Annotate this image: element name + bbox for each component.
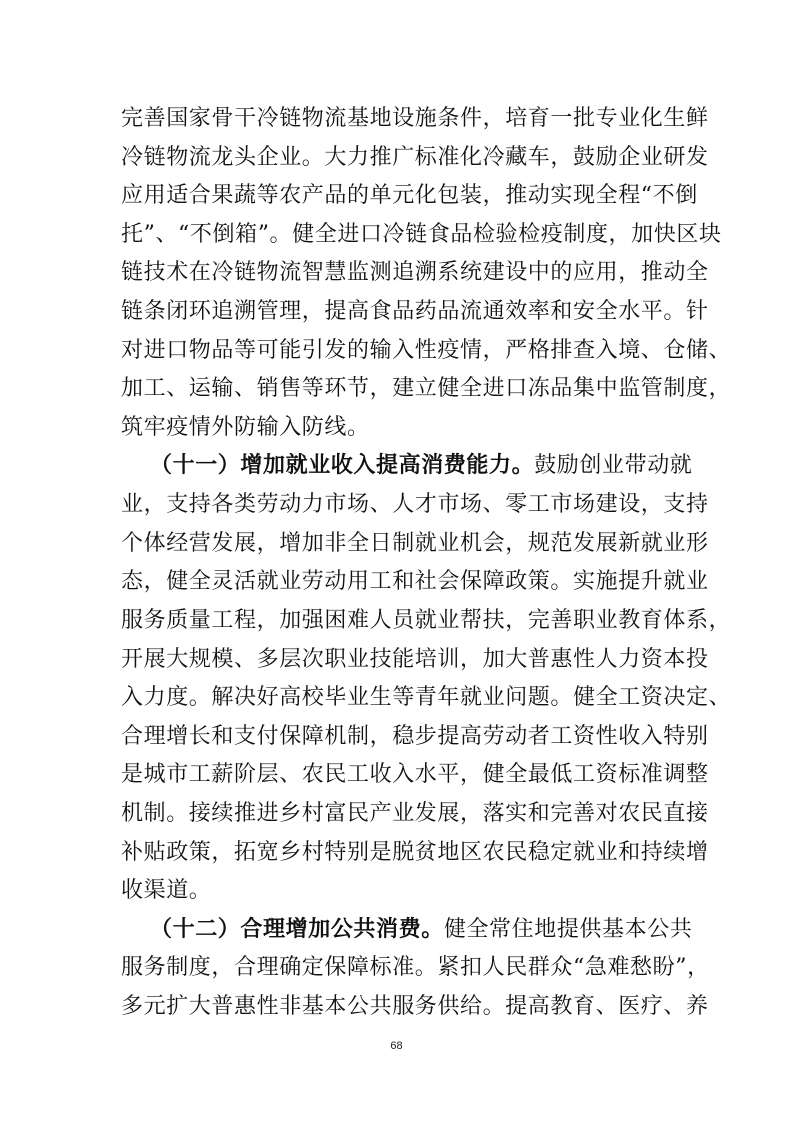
- section-12-first-line: [150, 908, 693, 952]
- paragraph-line: 冷链物流龙头企业。大力推广标准化冷藏车，鼓励企业研发: [121, 144, 709, 170]
- paragraph-line: 开展大规模、多层次职业技能培训，加大普惠性人力资本投: [121, 646, 709, 672]
- paragraph-line: 服务制度，合理确定保障标准。紧扣人民群众“急难愁盼”，: [121, 955, 710, 981]
- paragraph-line: 加工、运输、销售等环节，建立健全进口冻品集中监管制度，: [121, 376, 732, 402]
- paragraph-line: 是城市工薪阶层、农民工收入水平，健全最低工资标准调整: [121, 762, 709, 788]
- paragraph-line: 应用适合果蔬等农产品的单元化包装，推动实现全程“不倒: [121, 183, 698, 209]
- paragraph-line: 链技术在冷链物流智慧监测追溯系统建设中的应用，推动全: [121, 260, 709, 286]
- paragraph-line: 筑牢疫情外防输入防线。: [121, 414, 370, 440]
- section-12-first-line-text: 健全常住地提供基本公共: [443, 916, 693, 942]
- paragraph-line: 收渠道。: [121, 878, 212, 904]
- paragraph-line: 业，支持各类劳动力市场、人才市场、零工市场建设，支持: [121, 492, 709, 518]
- paragraph-line: 合理增长和支付保障机制，稳步提高劳动者工资性收入特别: [121, 723, 709, 749]
- paragraph-line: 对进口物品等可能引发的输入性疫情，严格排查入境、仓储、: [121, 337, 732, 363]
- paragraph-line: 托”、“不倒箱”。健全进口冷链食品检验检疫制度，加快区块: [121, 221, 722, 247]
- section-11-heading: （十一）增加就业收入提高消费能力。: [150, 453, 535, 479]
- section-11-first-line: [150, 444, 693, 488]
- section-12-heading: （十二）合理增加公共消费。: [150, 916, 444, 942]
- paragraph-line: 多元扩大普惠性非基本公共服务供给。提高教育、医疗、养: [121, 994, 709, 1019]
- section-11-first-line-text: 鼓励创业带动就: [534, 453, 693, 479]
- paragraph-line: 补贴政策，拓宽乡村特别是脱贫地区农民稳定就业和持续增: [121, 839, 709, 865]
- paragraph-line: 服务质量工程，加强困难人员就业帮扶，完善职业教育体系，: [121, 607, 732, 633]
- page-number: 68: [390, 1040, 403, 1052]
- paragraph-line: 机制。接续推进乡村富民产业发展，落实和完善对农民直接: [121, 800, 709, 826]
- paragraph-line: 链条闭环追溯管理，提高食品药品流通效率和安全水平。针: [121, 299, 709, 325]
- paragraph-line: 态，健全灵活就业劳动用工和社会保障政策。实施提升就业: [121, 569, 709, 595]
- paragraph-line: 入力度。解决好高校毕业生等青年就业问题。健全工资决定、: [121, 685, 732, 711]
- paragraph-line: 完善国家骨干冷链物流基地设施条件，培育一批专业化生鲜: [121, 106, 709, 131]
- paragraph-line: 个体经营发展，增加非全日制就业机会，规范发展新就业形: [121, 530, 709, 556]
